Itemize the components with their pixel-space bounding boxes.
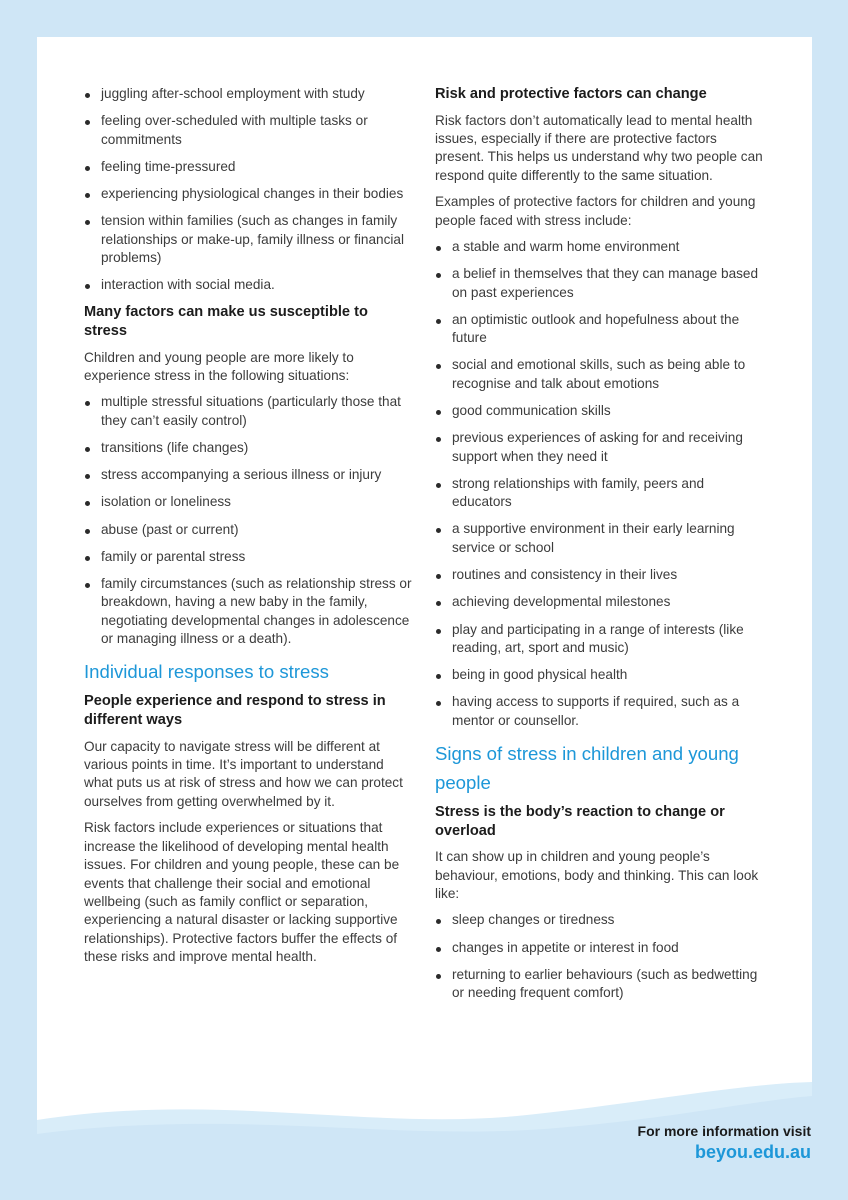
list-item: having access to supports if required, such as a mentor or counsellor. — [435, 693, 765, 730]
signs-paragraph: It can show up in children and young people’s behaviour, emotions, body and thinking. This can look like: — [435, 849, 759, 901]
responses-paragraph-1: Our capacity to navigate stress will be different at various points in time. It’s important to understand what puts us at risk of stress and how we can protect ourselves from getting overwhelmed by it. — [84, 738, 403, 809]
list-item: good communication skills — [435, 402, 765, 420]
change-heading: Risk and protective factors can change — [435, 86, 707, 102]
footer-label: For more information visit — [637, 1123, 811, 1139]
responses-heading: People experience and respond to stress in different ways — [84, 693, 386, 729]
susceptible-list — [84, 393, 414, 648]
protective-factors-list — [435, 238, 765, 730]
list-item: stress accompanying a serious illness or injury — [84, 466, 414, 484]
list-item: feeling over-scheduled with multiple tasks or commitments — [84, 112, 414, 149]
signs-heading: Stress is the body’s reaction to change or overload — [435, 803, 725, 839]
list-item: family or parental stress — [84, 548, 414, 566]
list-item: isolation or loneliness — [84, 493, 414, 511]
list-item: tension within families (such as changes in family relationships or make-up, family illness or financial problems) — [84, 212, 414, 267]
left-column — [84, 85, 414, 975]
list-item: social and emotional skills, such as being able to recognise and talk about emotions — [435, 356, 765, 393]
list-item: sleep changes or tiredness — [435, 911, 765, 929]
list-item: experiencing physiological changes in their bodies — [84, 185, 414, 203]
list-item: previous experiences of asking for and receiving support when they need it — [435, 429, 765, 466]
list-item: changes in appetite or interest in food — [435, 939, 765, 957]
list-item: transitions (life changes) — [84, 439, 414, 457]
susceptible-heading: Many factors can make us susceptible to stress — [84, 304, 368, 340]
list-item: routines and consistency in their lives — [435, 566, 765, 584]
right-column — [435, 85, 765, 1011]
list-item: strong relationships with family, peers and educators — [435, 475, 765, 512]
list-item: feeling time-pressured — [84, 158, 414, 176]
page — [37, 37, 812, 1164]
list-item: multiple stressful situations (particularly those that they can’t easily control) — [84, 393, 414, 430]
section-title-signs-of-stress: Signs of stress in children and young people — [435, 742, 739, 793]
list-item: interaction with social media. — [84, 276, 414, 294]
list-item: a supportive environment in their early learning service or school — [435, 520, 765, 557]
list-item: being in good physical health — [435, 666, 765, 684]
signs-list — [435, 911, 765, 1002]
list-item: play and participating in a range of interests (like reading, art, sport and music) — [435, 621, 765, 658]
list-item: returning to earlier behaviours (such as bedwetting or needing frequent comfort) — [435, 966, 765, 1003]
stressors-list — [84, 85, 414, 295]
susceptible-paragraph: Children and young people are more likely to experience stress in the following situations: — [84, 349, 354, 384]
list-item: a belief in themselves that they can manage based on past experiences — [435, 265, 765, 302]
footer — [638, 1122, 811, 1164]
list-item: abuse (past or current) — [84, 521, 414, 539]
list-item: juggling after-school employment with study — [84, 85, 414, 103]
footer-link[interactable]: beyou.edu.au — [694, 1142, 811, 1162]
list-item: an optimistic outlook and hopefulness about the future — [435, 311, 765, 348]
list-item: family circumstances (such as relationship stress or breakdown, having a new baby in the family, negotiating developmental changes in adolescence or managing illness or a death). — [84, 575, 414, 649]
responses-paragraph-2: Risk factors include experiences or situations that increase the likelihood of developing mental health issues. For children and young people, these can be events that challenge their social and emotional wellbeing (such as family conflict or separation, experiencing a natural disaster or lacking supportive relationships). Protective factors buffer the effects of these risks and improve mental health. — [84, 820, 400, 965]
change-paragraph-2: Examples of protective factors for children and young people faced with stress include: — [435, 194, 756, 228]
change-paragraph-1: Risk factors don’t automatically lead to mental health issues, especially if there are protective factors present. This helps us understand why two people can respond quite differently to the same situation. — [435, 112, 763, 183]
section-title-individual-responses: Individual responses to stress — [84, 661, 329, 683]
list-item: achieving developmental milestones — [435, 593, 765, 611]
list-item: a stable and warm home environment — [435, 238, 765, 256]
